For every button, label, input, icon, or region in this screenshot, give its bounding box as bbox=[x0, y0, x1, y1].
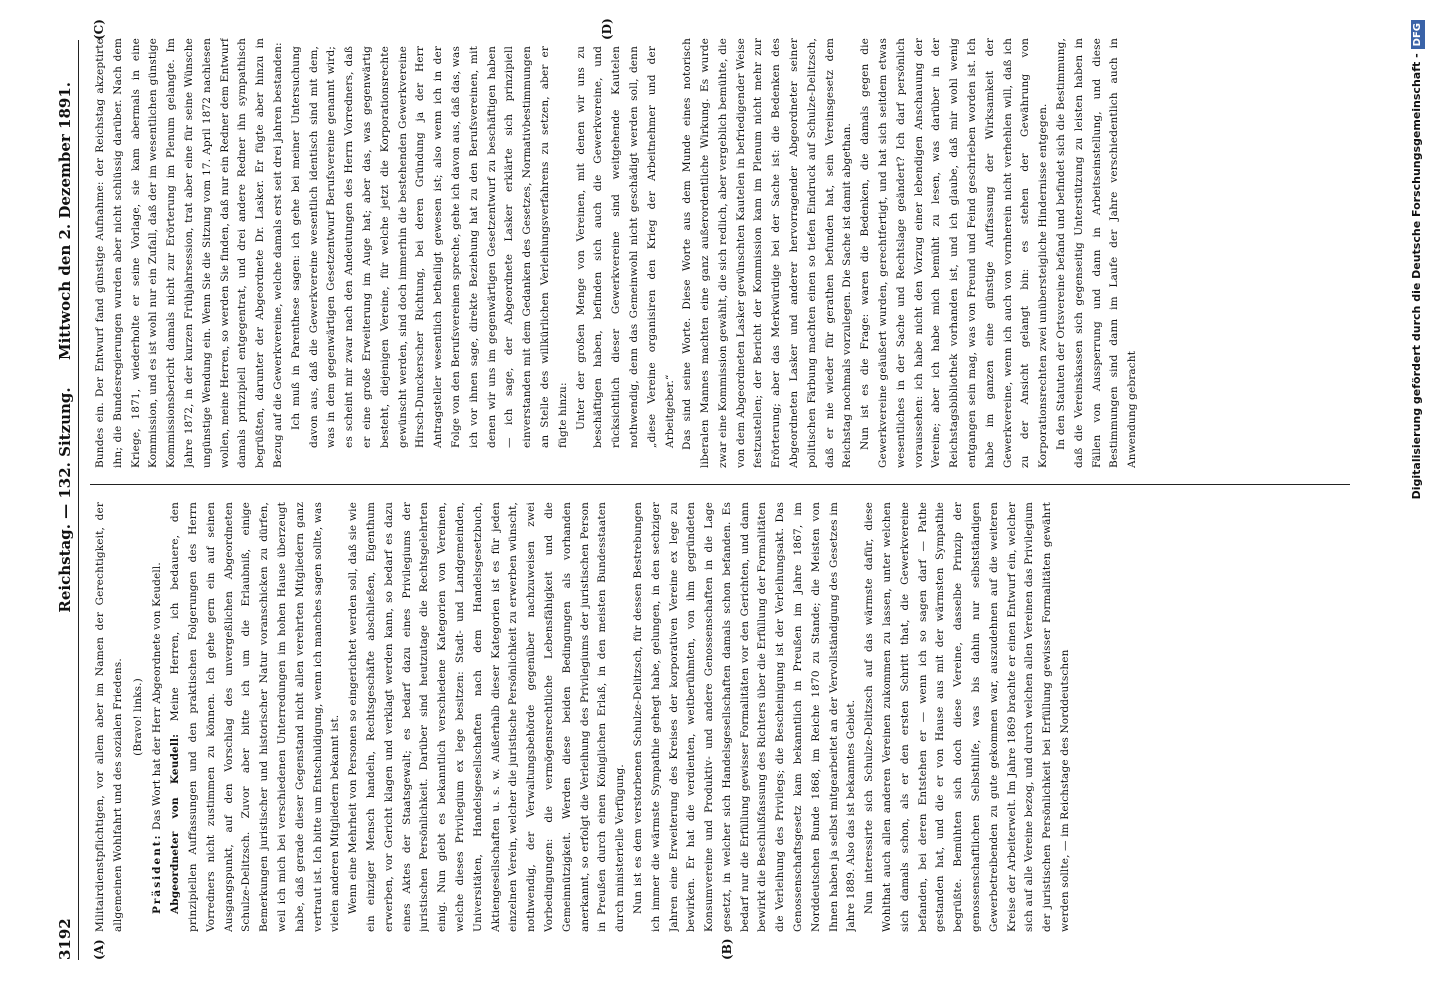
paragraph-6: Nun ist es dem verstorbenen Schulze-Delitzsch, für dessen Bestrebungen ich immer die wärmste Sympathie gehegt habe, gelungen, in den sechziger Jahren eine Erweiterung des Kreises der korporativen Vereine ex lege zu bewirken. Er hat die verdienten, weitberühmten, von ihm gegründeten Konsumvereine und Produktiv- und andere Genossenschaften in die Lage gesetzt, in welcher sich Handelsgesellschaften damals schon befanden. Es bedarf nur die Erfüllung gewisser Formalitäten vor den Gerichten, und dann bewirkt die Beschlußfassung des Richters über die Erfüllung der Formalitäten die Verleihung des Privilegs; die Bescheinigung ist der Verleihungsakt. Das Genossenschaftsgesetz kam bekanntlich in Preußen im Jahre 1867, im Norddeutschen Bunde 1868, im Reiche 1870 zu Stande; die Meisten von Ihnen haben ja selbst mitgearbeitet an der Vervollständigung des Gesetzes im Jahre 1889. Also das ist bekanntes Gebiet. bbox=[631, 502, 858, 932]
keudell-text: Meine Herren, ich bedauere, den prinzipiellen Auffassungen und den praktischen Folgerungen des Herrn Vorredners nicht zustimmen zu können. Ich gehe gern ein auf seinen Ausgangspunkt, auf den Vorschlag des unvergeßlichen Abgeordneten Schulze-Delitzsch. Zuvor aber bitte ich um die Erlaubniß, einige Bemerkungen juristischer und historischer Natur voranschicken zu dürfen, weil ich mich bei verschiedenen Unterredungen im hohen Hause überzeugt habe, daß gerade dieser Gegenstand nicht allen verehrten Mitgliedern ganz vertraut ist. Ich bitte um Entschuldigung, wenn ich manches sagen sollte, was vielen anderen Mitgliedern bekannt ist. bbox=[169, 502, 342, 932]
paragraph-r6: In den Statuten der Ortsvereine befand und befindet sich die Bestimmung, daß die Vereinskassen sich gegenseitig Unterstützung zu leisten haben in Fällen von Aussperrung und dann in Arbeitseinstellung, und diese Bestimmungen sind dann im Laufe der Jahre verschiedentlich auch in Anwendung gebracht bbox=[1055, 38, 1139, 468]
paragraph-r5: Nun ist es die Frage: waren die Bedenken, die damals gegen die Gewerkvereine geäußert wurden, gerechtfertigt, und hat sich seitdem etwas wesentliches in der Sache und Rechtslage geändert? Ich darf persönlich voraussehen: ich habe nicht den Vorzug einer lebendigen Anschauung der Vereine; aber ich habe mich bemüht zu lesen, was darüber in der Reichstagsbibliothek vorhanden ist, und ich glaube, daß mir wohl wenig entgangen sein mag, was von Freund und Feind geschrieben worden ist. Ich habe im ganzen eine günstige Auffassung der Wirksamkeit der Gewerkvereine, wenn ich auch von vornherein nicht verhehlen will, daß ich zu der Ansicht gelangt bin: es stehen der Gewährung von Korporationsrechten zwei unübersteigliche Hindernisse entgegen. bbox=[859, 38, 1050, 468]
quote-lasker-2: Unter der großen Menge von Vereinen, mit denen wir uns zu beschäftigen haben, befinden sich auch die Gewerkvereine, und rücksichtlich dieser Gewerkvereine sind weitgehende Kautelen nothwendig, denn das Gemeinwohl nicht geschädigt werden soll, denn „diese Vereine organisiren den Krieg der Arbeitnehmer und der Arbeitgeber.“ bbox=[574, 46, 676, 448]
credit-text-line bbox=[1404, 20, 1430, 980]
president-text: Das Wort hat der Herr Abgeordnete von Keudell. bbox=[151, 562, 164, 830]
right-column bbox=[92, 38, 1352, 468]
column-divider bbox=[90, 484, 1350, 485]
paragraph-1: Militairdienstpflichtigen, vor allem aber im Namen der Gerechtigkeit, der allgemeinen Wohlfahrt und des sozialen Friedens. bbox=[94, 502, 124, 932]
margin-marker-a: (A) bbox=[92, 939, 106, 960]
margin-marker-b: (B) bbox=[720, 938, 734, 960]
margin-marker-d: (D) bbox=[600, 18, 614, 40]
speaker-keudell: Abgeordneter von Keudell: bbox=[169, 733, 182, 914]
paragraph-president bbox=[149, 502, 167, 932]
digitization-credit bbox=[1404, 20, 1430, 980]
page-header bbox=[56, 40, 79, 960]
credit-text: Digitalisierung gefördert durch die Deutsche Forschungsgemeinschaft - bbox=[1410, 53, 1423, 500]
speaker-president: Präsident: bbox=[151, 833, 164, 914]
quote-lasker-1: Ich muß in Parenthese sagen: ich gehe bei meiner Untersuchung davon aus, daß die Gewerkvereine wesentlich identisch sind mit dem, was in dem gegenwärtigen Gesetzentwurf Berufsvereine genannt wird; es scheint mir zwar nach den Andeutungen des Herrn Vorredners, daß er eine große Erweiterung im Auge hat; aber das, was gegenwärtig besteht, diejenigen Vereine, für welche jetzt die Korporationsrechte gewünscht werden, sind doch immerhin die bestehenden Gewerkvereine Hirsch-Dunckerscher Richtung, bei deren Gründung ja der Herr Antragsteller wesentlich betheiligt gewesen ist; also wenn ich in der Folge von den Berufsvereinen spreche, gehe ich davon aus, daß das, was ich vor ihnen sage, direkte Beziehung hat zu den Berufsvereinen, mit denen wir uns im gegenwärtigen Gesetzentwurf zu beschäftigen haben — ich sage, der Abgeordnete Lasker erklärte sich prinzipiell einverstanden mit dem Gedanken des Gesetzes, Normativbestimmungen an Stelle des willkürlichen Verleihungsverfahrens zu setzen, aber er fügte hinzu: bbox=[289, 46, 569, 448]
applause-note: (Bravo! links.) bbox=[131, 678, 144, 756]
left-column bbox=[92, 502, 1352, 932]
paragraph-5: Wenn eine Mehrheit von Personen so eingerichtet werden soll, daß sie wie ein einziger Mensch handeln, Rechtsgeschäfte abschließen, Eigenthum erwerben, vor Gericht klagen und verklagt werden kann, so bedarf es dazu eines Aktes der Staatsgewalt; es bedarf dazu eines Privilegiums der juristischen Persönlichkeit. Darüber sind heutzutage die Rechtsgelehrten einig. Nun giebt es bekanntlich verschiedene Kategorien von Vereinen, welche dieses Privilegium ex lege besitzen: Stadt- und Landgemeinden, Universitäten, Handelsgesellschaften nach dem Handelsgesetzbuch, Aktiengesellschaften u. s. w. Außerhalb dieser Kategorien ist es für jeden einzelnen Verein, welcher die juristische Persönlichkeit zu erwerben wünscht, nothwendig, der Verwaltungsbehörde gegenüber nachzuweisen zwei Vorbedingungen: die vermögensrechtliche Lebensfähigkeit und die Gemeinnützigkeit. Werden diese beiden Bedingungen als vorhanden anerkannt, so erfolgt die Verleihung des Privilegiums der juristischen Person in Preußen durch einen Königlichen Erlaß, in den meisten Bundesstaaten durch ministerielle Verfügung. bbox=[347, 502, 627, 932]
page-number: 3192 bbox=[56, 918, 74, 960]
paragraph-r1: Bundes ein. Der Entwurf fand günstige Aufnahme: der Reichstag akzeptirte ihn; die Bundesregierungen wurden aber nicht schlüssig darüber. Nach dem Kriege, 1871, wiederholte er seine Vorlage, sie kam abermals in eine Kommission, und es ist wohl nur ein Zufall, daß der im wesentlichen günstige Kommissionsbericht damals nicht zur Erörterung im Plenum gelangte. Im Jahre 1872, in der kurzen Frühjahrsession, trat aber eine für seine Wünsche ungünstige Wendung ein. Wenn Sie die Sitzung vom 17. April 1872 nachlesen wollen, meine Herren, so werden Sie finden, daß nur ein Redner dem Entwurf damals prinzipiell entgegentrat, und drei andere Redner ihn sympathisch begrüßten, darunter der Abgeordnete Dr. Lasker. Er fügte aber hinzu in Bezug auf die Gewerkvereine, welche damals erst seit drei Jahren bestanden: bbox=[94, 38, 284, 468]
paragraph-keudell bbox=[167, 502, 345, 932]
margin-marker-c: (C) bbox=[92, 19, 106, 40]
paragraph-7: Nun interessirte sich Schulze-Delitzsch auf das wärmste dafür, diese Wohlthat auch allen anderen Vereinen zukommen zu lassen, unter welchen sich damals schon, als er den ersten Schritt that, die Gewerkvereine befanden, bei deren Entstehen er — wenn ich so sagen darf — Pathe gestanden hat, und die er von Hause aus mit der wärmsten Sympathie begrüßte. Bemühten sich doch diese Vereine, dasselbe Prinzip der genossenschaftlichen Selbsthilfe, was bis dahin nur selbstständigen Gewerbetreibenden zu gute gekommen war, auszudehnen auf die weiteren Kreise der Arbeiterwelt. Im Jahre 1869 brachte er einen Entwurf ein, welcher sich auf alle Vereine bezog, und durch welchen allen Vereinen das Privilegium der juristischen Persönlichkeit bei Erfüllung gewisser Formalitäten gewährt werden sollte, — im Reichstage des Norddeutschen bbox=[863, 502, 1072, 932]
session-date: Mittwoch den 2. Dezember 1891. bbox=[56, 82, 74, 360]
paragraph-r4: Das sind seine Worte. Diese Worte aus dem Munde eines notorisch liberalen Mannes machten eine ganz außerordentliche Wirkung. Es wurde zwar eine Kommission gewählt, die sich redlich, aber vergeblich bemühte, die von dem Abgeordneten Lasker gewünschten Kautelen in befriedigender Weise festzustellen; der Bericht der Kommission kam im Plenum nicht mehr zur Erörterung; aber das Merkwürdige bei der Sache ist: die Bedenken des Abgeordneten Lasker und anderer hervorragender Abgeordneter seiner politischen Färbung machten einen so tiefen Eindruck auf Schulze-Delitzsch, daß er nie wieder für gerathen befunden hat, sein Vereinsgesetz dem Reichstag nochmals vorzulegen. Die Sache ist damit abgethan. bbox=[681, 38, 854, 468]
session-title: Reichstag. — 132. Sitzung. bbox=[56, 387, 74, 613]
dfg-logo: DFG bbox=[1411, 20, 1425, 49]
